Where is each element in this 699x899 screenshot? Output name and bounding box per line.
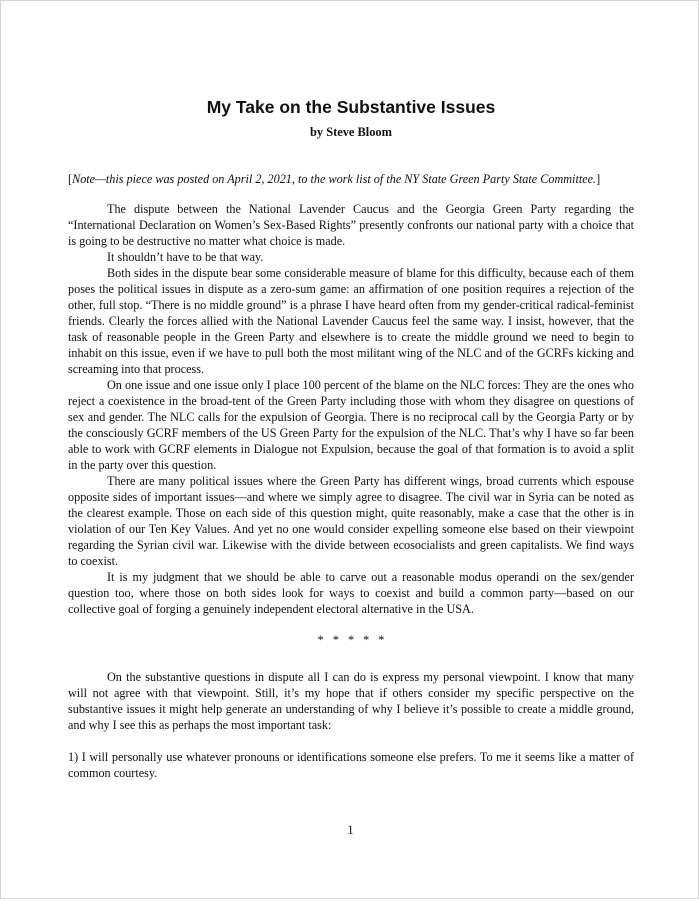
document-content <box>68 97 634 781</box>
section-separator: * * * * * <box>317 633 385 647</box>
document-title: My Take on the Substantive Issues <box>206 97 496 117</box>
numbered-item: 1) I will personally use whatever pronouns or identifications someone else prefers. To me it seems like a matter of common courtesy. <box>68 750 634 780</box>
page-number: 1 <box>347 823 354 837</box>
second-section <box>68 669 634 781</box>
note-open-bracket: [ <box>68 172 73 186</box>
body-paragraph: On the substantive questions in dispute all I can do is express my personal viewpoint. I know that many will not agree with that viewpoint. Still, it’s my hope that if others consider my specific perspective on the substantive issues it might help generate an understanding of why I believe it’s possible to create a middle ground, and why I see this as perhaps the most important task: <box>68 670 634 732</box>
document-byline: by Steve Bloom <box>310 125 392 139</box>
body-paragraphs <box>68 201 634 617</box>
body-paragraph: It is my judgment that we should be able to carve out a reasonable modus operandi on the sex/gender question too, where those on both sides look for ways to coexist and build a common party—based on our collective goal of forging a genuinely independent electoral alternative in the USA. <box>68 570 634 616</box>
body-paragraph: There are many political issues where the Green Party has different wings, broad currents which espouse opposite sides of important issues—and where we simply agree to disagree. The civil war in Syria can be noted as the clearest example. Those on each side of this question might, quite reasonably, make a case that the other is in violation of our Ten Key Values. And yet no one would consider expelling someone else based on their viewpoint regarding the Syrian civil war. Likewise with the divide between ecosocialists and green capitalists. We find ways to coexist. <box>68 474 634 568</box>
body-paragraph: It shouldn’t have to be that way. <box>107 250 264 264</box>
body-paragraph: Both sides in the dispute bear some considerable measure of blame for this difficulty, because each of them poses the political issues in dispute as a zero-sum game: an affirmation of one position requires a rejection of the other, full stop. “There is no middle ground” is a phrase I have heard often from my gender-critical radical-feminist friends. Clearly the forces allied with the National Lavender Caucus feel the same way. I insist, however, that the task of reasonable people in the Green Party and elsewhere is to create the middle ground we need to begin to inhabit on this issue, even if we have to pull both the most militant wing of the NLC and of the GCRFs kicking and screaming into that process. <box>68 266 634 376</box>
note-text: Note—this piece was posted on April 2, 2021, to the work list of the NY State Green Party State Committee. <box>72 172 597 186</box>
editor-note <box>68 171 634 187</box>
body-paragraph: On one issue and one issue only I place 100 percent of the blame on the NLC forces: They are the ones who reject a coexistence in the broad-tent of the Green Party including those with whom they disagree on questions of sex and gender. The NLC calls for the expulsion of Georgia. There is no reciprocal call by the Georgia Party or by the consciously GCRF members of the US Green Party for the expulsion of the NLC. That’s why I have so far been able to work with GCRF elements in Dialogue not Expulsion, because the goal of that formation is to avoid a split in the party over this question. <box>68 378 634 472</box>
body-paragraph: The dispute between the National Lavender Caucus and the Georgia Green Party regarding the “International Declaration on Women’s Sex-Based Rights” presently confronts our national party with a choice that is going to be destructive no matter what choice is made. <box>68 202 634 248</box>
note-close-bracket: ] <box>596 172 601 186</box>
